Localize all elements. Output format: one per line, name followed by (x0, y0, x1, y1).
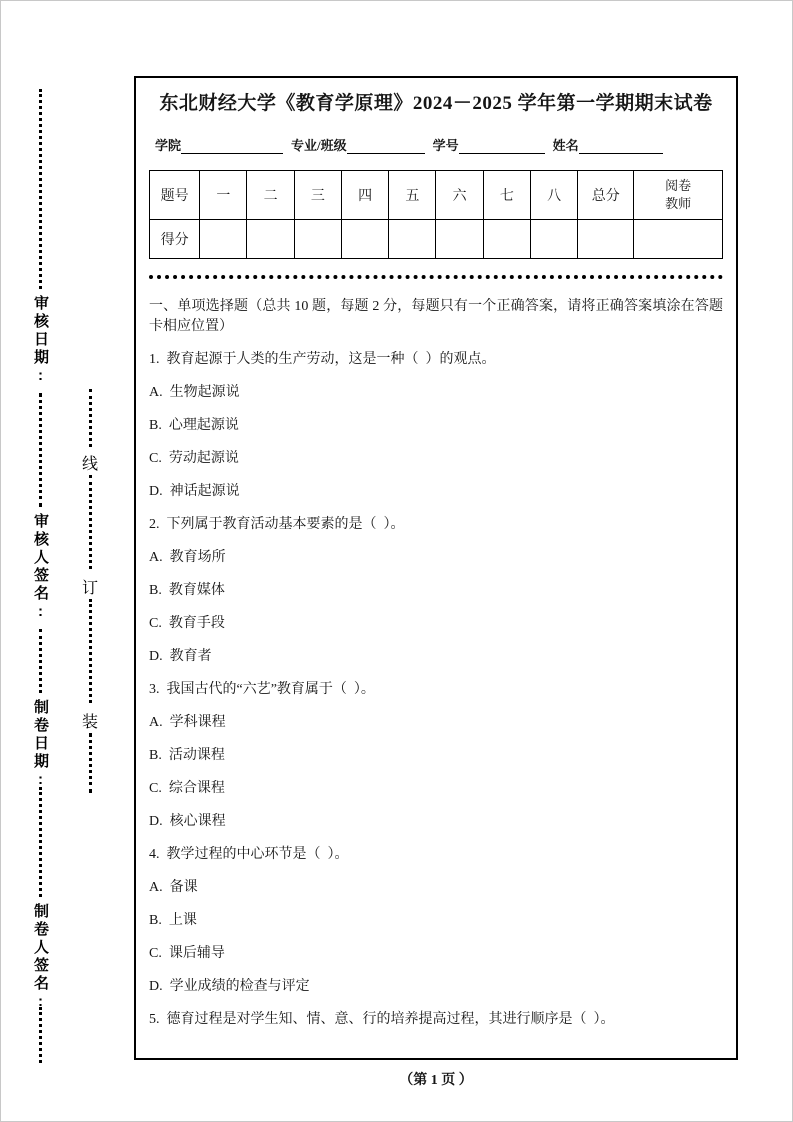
score-table-col: 八 (530, 171, 577, 220)
option-2-c: C. 教育手段 (149, 616, 225, 631)
sidebar-label-maker-signature: 制卷人签名: (32, 903, 49, 1013)
question-area (149, 297, 723, 1030)
question-3 (149, 680, 723, 832)
fill-blank (579, 138, 663, 154)
score-cell (530, 220, 577, 259)
option-1-c: C. 劳动起源说 (149, 451, 239, 466)
score-table-col: 二 (247, 171, 294, 220)
score-table-score-row (150, 220, 723, 259)
sidebar-label-review-date: 审核日期: (32, 295, 49, 387)
field-student-id (433, 135, 545, 154)
field-college (155, 135, 283, 154)
binding-dotted-line (39, 1007, 42, 1063)
score-table-col: 总分 (578, 171, 634, 220)
question-2 (149, 515, 723, 667)
option-2-a: A. 教育场所 (149, 550, 226, 565)
binding-dotted-line (89, 599, 92, 703)
option-3-a: A. 学科课程 (149, 715, 226, 730)
option-4-a: A. 备课 (149, 880, 198, 895)
question-1 (149, 350, 723, 502)
binding-dotted-line (89, 475, 92, 569)
score-table-header-row (150, 171, 723, 220)
score-cell (200, 220, 247, 259)
field-major-class (291, 135, 425, 154)
score-table-col: 三 (294, 171, 341, 220)
score-cell (247, 220, 294, 259)
option-3-c: C. 综合课程 (149, 781, 225, 796)
option-2-d: D. 教育者 (149, 649, 212, 664)
score-table-col: 一 (200, 171, 247, 220)
binding-dotted-line (89, 733, 92, 793)
score-table-col: 五 (389, 171, 436, 220)
question-text: 4. 教学过程的中心环节是（ ）。 (149, 847, 349, 862)
option-2-b: B. 教育媒体 (149, 583, 225, 598)
binding-dotted-line (89, 389, 92, 447)
option-1-b: B. 心理起源说 (149, 418, 239, 433)
option-4-c: C. 课后辅导 (149, 946, 225, 961)
field-name (553, 135, 663, 154)
score-table-col: 六 (436, 171, 483, 220)
fill-blank (181, 138, 283, 154)
score-cell (578, 220, 634, 259)
score-cell (436, 220, 483, 259)
option-1-a: A. 生物起源说 (149, 385, 240, 400)
score-table-corner-label: 题号 (150, 171, 200, 220)
score-cell (389, 220, 436, 259)
field-major-class-label: 专业/班级 (291, 138, 347, 153)
field-college-label: 学院 (155, 138, 182, 153)
option-3-d: D. 核心课程 (149, 814, 226, 829)
binding-dotted-line (39, 393, 42, 507)
fill-blank (347, 138, 425, 154)
score-row-label: 得分 (150, 220, 200, 259)
binding-dotted-line (39, 787, 42, 897)
option-4-d: D. 学业成绩的检查与评定 (149, 979, 310, 994)
question-text: 2. 下列属于教育活动基本要素的是（ ）。 (149, 517, 405, 532)
question-4 (149, 845, 723, 997)
score-table-col-grader (634, 171, 723, 220)
score-cell (483, 220, 530, 259)
exam-body (134, 76, 738, 1060)
page-title: 东北财经大学《教育学原理》2024－2025 学年第一学期期末试卷 (159, 93, 713, 114)
question-text: 1. 教育起源于人类的生产劳动，这是一种（ ）的观点。 (149, 352, 496, 367)
binding-dotted-line (39, 629, 42, 693)
question-text: 3. 我国古代的“六艺”教育属于（ ）。 (149, 682, 375, 697)
binding-line-char-ding: 订 (81, 580, 98, 597)
question-5 (149, 1010, 723, 1030)
score-table (149, 170, 723, 259)
option-1-d: D. 神话起源说 (149, 484, 240, 499)
score-cell (634, 220, 723, 259)
grader-label: 阅卷教师 (665, 178, 692, 211)
score-cell (294, 220, 341, 259)
score-table-col: 七 (483, 171, 530, 220)
section-heading: 一、单项选择题（总共 10 题，每题 2 分，每题只有一个正确答案，请将正确答案填涂在答题卡相应位置） (149, 299, 723, 334)
sidebar-label-maker-date: 制卷日期: (32, 699, 49, 791)
sidebar-label-reviewer-signature: 审核人签名: (32, 513, 49, 623)
page-number: （第 1 页 ） (399, 1073, 473, 1088)
fill-blank (459, 138, 545, 154)
binding-dotted-line (39, 89, 42, 289)
score-table-col: 四 (341, 171, 388, 220)
score-cell (341, 220, 388, 259)
dotted-separator (149, 275, 723, 279)
option-4-b: B. 上课 (149, 913, 197, 928)
option-3-b: B. 活动课程 (149, 748, 225, 763)
field-name-label: 姓名 (552, 138, 579, 153)
binding-line-char-zhuang: 装 (81, 714, 98, 731)
student-info-row (149, 135, 723, 154)
binding-line-char-xian: 线 (81, 456, 98, 473)
field-student-id-label: 学号 (432, 138, 459, 153)
question-text: 5. 德育过程是对学生知、情、意、行的培养提高过程，其进行顺序是（ ）。 (149, 1012, 615, 1027)
